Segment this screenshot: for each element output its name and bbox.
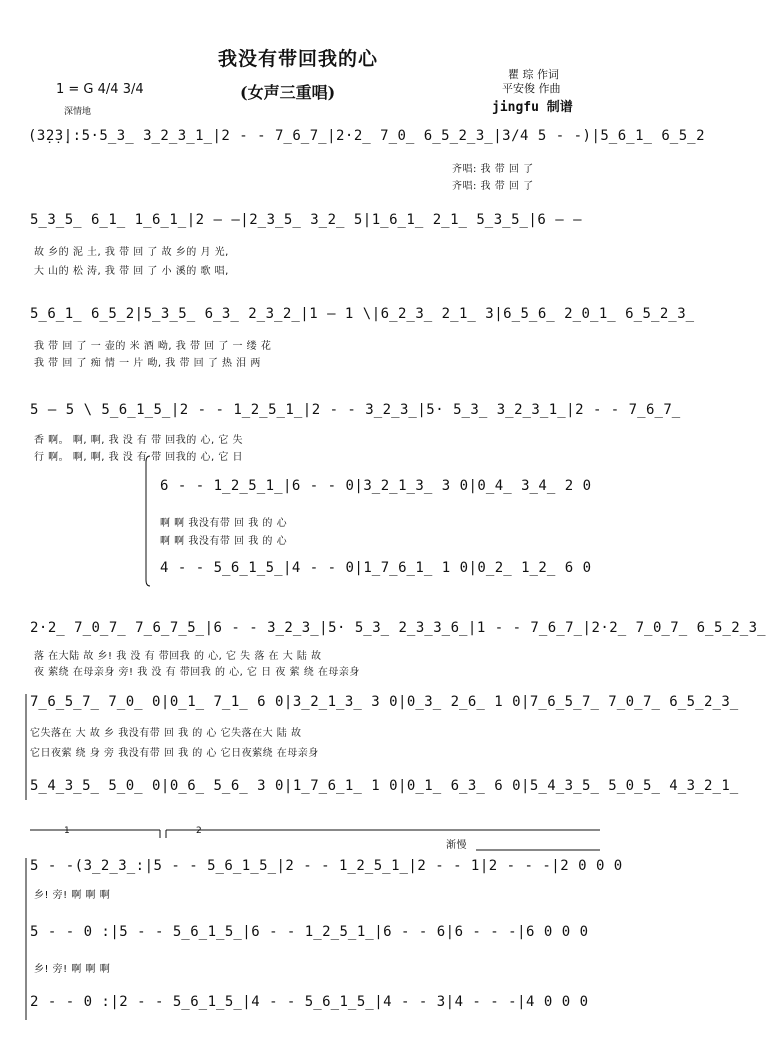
score-row-1-lyrics-b: 齐唱: 我 带 回 了 [452, 181, 534, 192]
score-row-5-part-2: 7̲6̲5̲7̲ 7̲0̲ 0|0̲1̲ 7̲1̲ 6 0|3̲2̲1̲3̲ 3 0|0̲3̲ 2̲6̲ 1 0|7̲6̲5̲7̲ 7̲0̲7̲ 6̲5̲2̲3̲ [30, 694, 739, 710]
score-row-5-part-3: 5̲4̲3̲5̲ 5̲0̲ 0|0̲6̲ 5̲6̲ 3 0|1̲7̲6̲1̲ 1 0|0̲1̲ 6̲3̲ 6 0|5̲4̲3̲5̲ 5̲0̲5̲ 4̲3̲2̲1̲ [30, 778, 739, 794]
score-row-6-part-2-lyrics: 乡! 旁! 啊 啊 啊 [34, 964, 111, 975]
score-row-2-lyrics-a: 故 乡的 泥 土, 我 带 回 了 故 乡的 月 光, [34, 247, 229, 258]
score-row-3-lyrics-b: 我 带 回 了 痴 情 一 片 呦, 我 带 回 了 热 泪 两 [34, 358, 261, 369]
volta-2-label: 2 [196, 826, 202, 836]
score-row-4-part-3: 4 - - 5̲6̲1̲5̲|4 - - 0|1̲7̲6̲1̲ 1 0|0̲2̲ 1̲2̲ 6 0 [160, 560, 592, 576]
score-row-4-part-1: 5 — 5 \ 5̲6̲1̲5̲|2 - - 1̲2̲5̲1̲|2 - - 3̲2̲3̲|5· 5̲3̲ 3̲2̲3̲1̲|2 - - 7̲6̲7̲ [30, 402, 681, 418]
score-row-5-part-1-lyrics-b: 夜 萦绕 在母亲身 旁! 我 没 有 带回我 的 心, 它 日 夜 萦 绕 在母亲身 [34, 667, 360, 678]
score-row-6-part-2: 5 - - 0 :|5 - - 5̲6̲1̲5̲|6 - - 1̲2̲5̲1̲|6 - - 6|6 - - -|6 0 0 0 [30, 924, 589, 940]
song-subtitle: (女声三重唱) [240, 83, 336, 102]
system-bracket-row-4 [146, 456, 150, 586]
score-row-4-part-2-lyrics-b: 啊 啊 我没有带 回 我 的 心 [160, 536, 288, 547]
score-row-6-part-3: 2 - - 0 :|2 - - 5̲6̲1̲5̲|4 - - 5̲6̲1̲5̲|4 - - 3|4 - - -|4 0 0 0 [30, 994, 589, 1010]
score-row-6-part-1-lyrics: 乡! 旁! 啊 啊 啊 [34, 890, 111, 901]
score-row-1-lyrics-a: 齐唱: 我 带 回 了 [452, 164, 534, 175]
lyricist-credit: 瞿 琮 作词 [508, 68, 559, 81]
tempo-change-mark: 渐慢 [446, 840, 467, 851]
score-row-4-part-2: 6 - - 1̲2̲5̲1̲|6 - - 0|3̲2̲1̲3̲ 3 0|0̲4̲ 3̲4̲ 2 0 [160, 478, 592, 494]
volta-2-bracket [166, 830, 600, 838]
volta-1-bracket [30, 830, 160, 838]
score-row-6-part-1: 5 - -(3̲2̲3̲:|5 - - 5̲6̲1̲5̲|2 - - 1̲2̲5̲1̲|2 - - 1|2 - - -|2 0 0 0 [30, 858, 623, 874]
score-row-5-part-1-lyrics-a: 落 在大陆 故 乡! 我 没 有 带回我 的 心, 它 失 落 在 大 陆 故 [34, 651, 322, 662]
score-row-5-part-2-lyrics-a: 它失落在 大 故 乡 我没有带 回 我 的 心 它失落在大 陆 故 [30, 728, 302, 739]
score-row-4-part-1-lyrics-b: 行 啊。 啊, 啊, 我 没 有 带 回我的 心, 它 日 [34, 452, 244, 463]
song-title: 我没有带回我的心 [218, 48, 379, 70]
score-row-2-notes: 5̲3̲5̲ 6̲1̲ 1̲6̲1̲|2 — —|2̲3̲5̲ 3̲2̲ 5|1̲6̲1̲ 2̲1̲ 5̲3̲5̲|6 — — [30, 212, 583, 228]
score-row-3-notes: 5̲6̲1̲ 6̲5̲2|5̲3̲5̲ 6̲3̲ 2̲3̲2̲|1 — 1 \|6̲2̲3̲ 2̲1̲ 3|6̲5̲6̲ 2̲0̲1̲ 6̲5̲2̲3̲ [30, 306, 695, 322]
score-row-4-part-2-lyrics-a: 啊 啊 我没有带 回 我 的 心 [160, 518, 288, 529]
volta-1-label: 1 [64, 826, 70, 836]
key-signature: 1 = G 4/4 3/4 [56, 82, 144, 97]
score-row-5-part-2-lyrics-b: 它日夜萦 绕 身 旁 我没有带 回 我 的 心 它日夜萦绕 在母亲身 [30, 748, 319, 759]
score-row-1-notes: (3̣2̣3̣|:5·5̲3̲ 3̲2̲3̲1̲|2 - - 7̲6̲7̲|2·2̲ 7̲0̲ 6̲5̲2̲3̲|3/4 5 - -)|5̲6̲1̲ 6̲5̲2 [28, 128, 706, 144]
score-row-2-lyrics-b: 大 山的 松 涛, 我 带 回 了 小 溪的 歌 唱, [34, 266, 229, 277]
tempo-mood: 深情地 [64, 107, 92, 117]
composer-credit: 平安俊 作曲 [502, 82, 561, 95]
notation-credit: jingfu 制谱 [492, 100, 573, 115]
score-row-3-lyrics-a: 我 带 回 了 一 壶的 米 酒 呦, 我 带 回 了 一 缕 花 [34, 341, 272, 352]
score-row-4-part-1-lyrics-a: 香 啊。 啊, 啊, 我 没 有 带 回我的 心, 它 失 [34, 435, 244, 446]
score-row-5-part-1: 2·2̲ 7̲0̲7̲ 7̲6̲7̲5̲|6 - - 3̲2̲3̲|5· 5̲3̲ 2̲3̲3̲6̲|1 - - 7̲6̲7̲|2·2̲ 7̲0̲7̲ 6̲5̲2̲3̲ [30, 620, 766, 636]
